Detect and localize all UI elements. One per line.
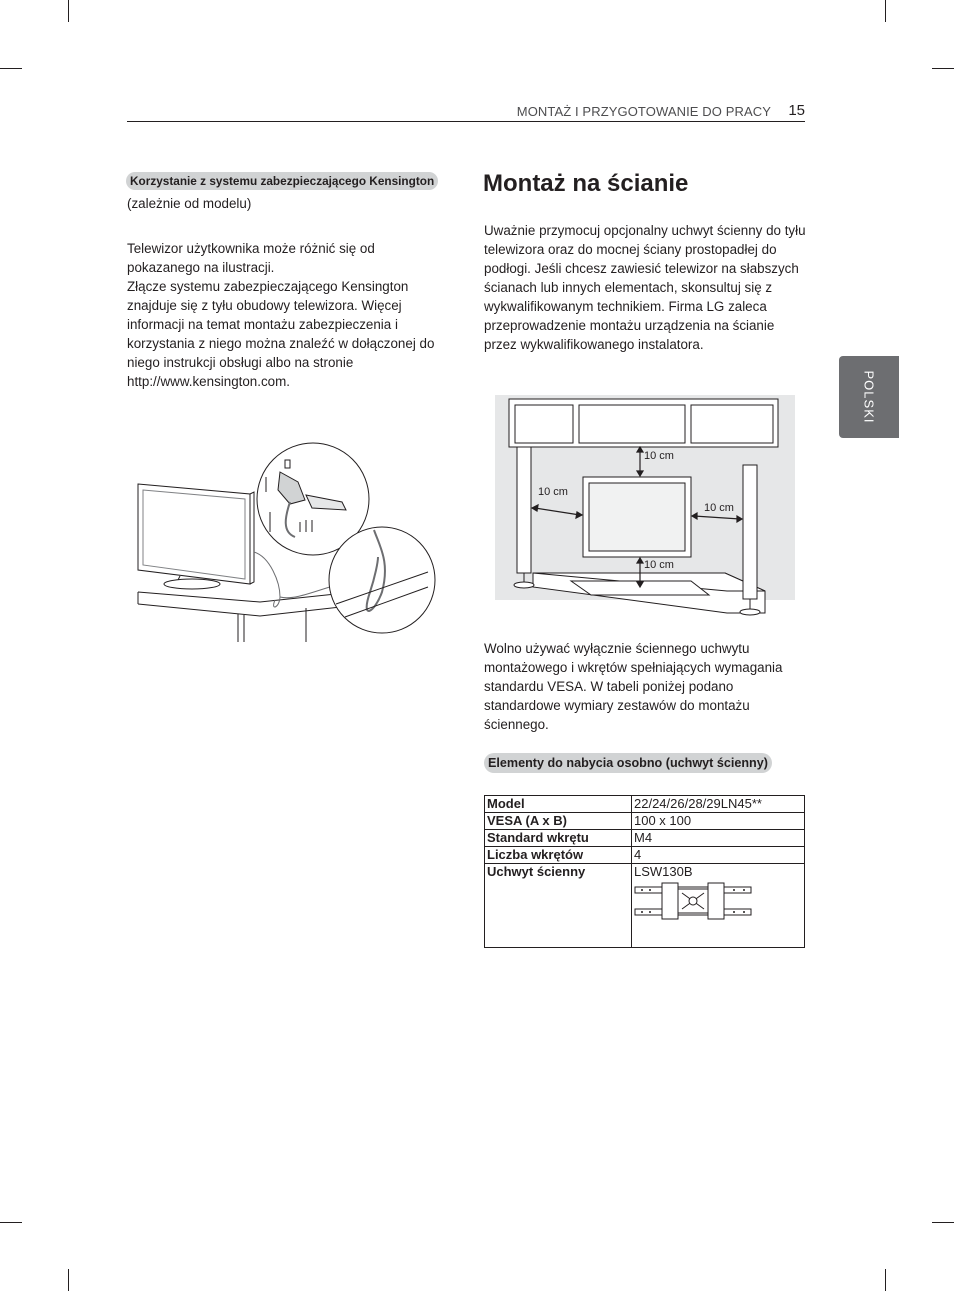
page-title: Montaż na ścianie [483, 170, 689, 197]
kensington-illustration [130, 432, 442, 644]
crop-mark [68, 1269, 69, 1291]
crop-mark [885, 1269, 886, 1291]
table-row [485, 864, 805, 948]
crop-mark [0, 1222, 22, 1223]
crop-mark [0, 68, 22, 69]
clearance-bottom-label: 10 cm [644, 559, 674, 571]
kensington-note: (zależnie od modelu) [127, 196, 252, 211]
page-header [127, 102, 805, 122]
language-tab [839, 356, 899, 438]
kensington-paragraph: Telewizor użytkownika może różnić się od pokazanego na ilustracji. [127, 241, 375, 275]
clearance-left-label: 10 cm [538, 486, 568, 498]
table-row [485, 796, 805, 813]
table-cell-label: Standard wkrętu [485, 830, 632, 847]
table-row [485, 847, 805, 864]
accessories-heading: Elementy do nabycia osobno (uchwyt ścienny) [484, 753, 772, 773]
wall-bracket-image [634, 881, 752, 921]
crop-mark [932, 1222, 954, 1223]
section-title: MONTAŻ I PRZYGOTOWANIE DO PRACY [516, 104, 771, 119]
clearance-top-label: 10 cm [644, 450, 674, 462]
table-cell-value: 22/24/26/28/29LN45** [632, 796, 805, 813]
kensington-paragraph: Złącze systemu zabezpieczającego Kensington znajduje się z tyłu obudowy telewizora. Więcej informacji na temat montażu zabezpieczenia i korzystania z niego można znaleźć w dołączonej do niego instrukcji obsługi albo na stronie http://www.kensington.com. [127, 279, 435, 389]
table-cell-value: M4 [632, 830, 805, 847]
table-row [485, 813, 805, 830]
table-cell-value: LSW130B [634, 864, 693, 879]
wall-mount-intro: Uważnie przymocuj opcjonalny uchwyt ścienny do tyłu telewizora oraz do mocnej ściany prostopadłej do podłogi. Jeśli chcesz zawiesić telewizor na słabszych ścianach lub innych elementach, skonsultuj się z wykwalifikowanym technikiem. Firma LG zaleca przeprowadzenie montażu urządzenia na ścianie przez wykwalifikowanego instalatora. [484, 223, 806, 352]
language-tab-label: POLSKI [861, 370, 877, 424]
clearance-right-label: 10 cm [704, 502, 734, 514]
table-cell-label: VESA (A x B) [485, 813, 632, 830]
table-cell-label: Model [485, 796, 632, 813]
table-row [485, 830, 805, 847]
wall-mount-diagram [495, 395, 795, 623]
wall-mount-spec-table [484, 795, 805, 948]
crop-mark [885, 0, 886, 22]
vesa-note: Wolno używać wyłącznie ściennego uchwytu montażowego i wkrętów spełniających wymagania standardu VESA. W tabeli poniżej podano standardowe wymiary zestawów do montażu ściennego. [484, 641, 783, 732]
kensington-heading: Korzystanie z systemu zabezpieczającego Kensington [126, 172, 438, 190]
table-cell-value: 100 x 100 [632, 813, 805, 830]
table-cell-label: Uchwyt ścienny [485, 864, 632, 948]
crop-mark [68, 0, 69, 22]
page-number: 15 [788, 102, 805, 119]
table-cell-bracket [632, 864, 805, 948]
table-cell-label: Liczba wkrętów [485, 847, 632, 864]
kensington-body [127, 239, 445, 391]
crop-mark [932, 68, 954, 69]
header-rule [127, 121, 805, 122]
table-cell-value: 4 [632, 847, 805, 864]
